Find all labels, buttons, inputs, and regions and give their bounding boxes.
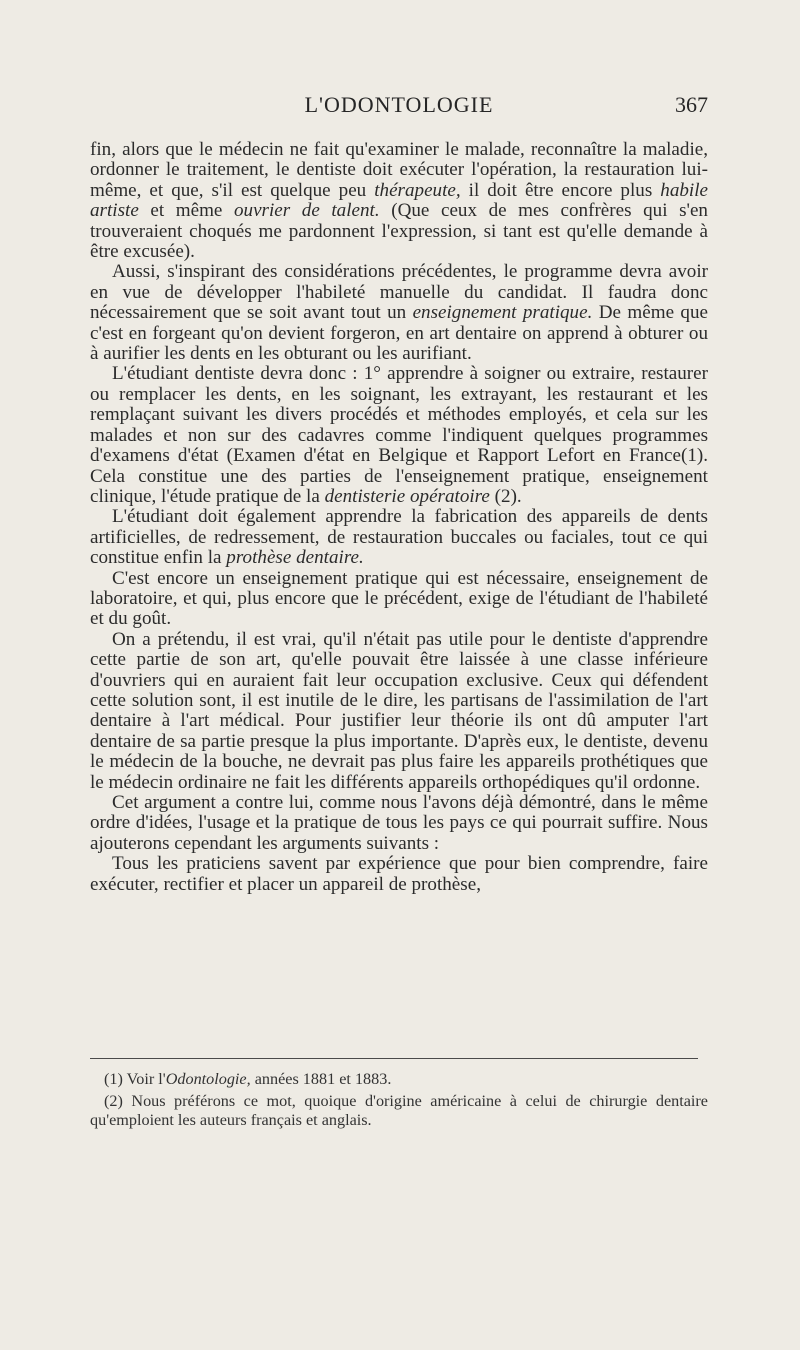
text-run: il doit être encore plus bbox=[460, 179, 661, 201]
footnote-1 bbox=[90, 1070, 708, 1089]
italic-run: prothèse dentaire. bbox=[226, 547, 364, 569]
footnotes bbox=[90, 1070, 708, 1133]
text-run: Aussi, s'inspirant des considérations précédentes, le programme devra avoir en vue de développer l'habileté manuelle du candidat. Il faudra donc nécessairement que se soit avant tout un bbox=[90, 261, 708, 324]
paragraph-6: On a prétendu, il est vrai, qu'il n'était pas utile pour le dentiste d'apprendre cette partie de son art, qu'elle pouvait être laissée à une classe inférieure d'ouvriers qui en auraient fait leur occupation exclusive. Ceux qui défendent cette solution sont, il est inutile de le dire, les partisans de l'assimilation de l'art dentaire à l'art médical. Pour justifier leur théorie ils ont dû amputer l'art dentaire de sa partie presque la plus importante. D'après eux, le dentiste, devenu le médecin de la bouche, ne devrait pas plus faire les appareils prothétiques que le médecin ordinaire ne fait les différents appareils orthopédiques qu'il ordonne. bbox=[90, 628, 708, 793]
text-run: et même bbox=[138, 200, 234, 222]
page-header bbox=[90, 92, 708, 124]
paragraph-5: C'est encore un enseignement pratique qui est nécessaire, enseignement de laboratoire, et qui, plus encore que le précédent, exige de l'étudiant de l'habileté et du goût. bbox=[90, 567, 708, 630]
text-run: De même que c'est en forgeant qu'on devient forgeron, en art dentaire on apprend à obturer ou à aurifier les dents en les obturant ou les aurifiant. bbox=[90, 302, 708, 365]
italic-run: thérapeute, bbox=[374, 179, 461, 201]
text-run: L'étudiant doit également apprendre la fabrication des appareils de dents artificielles, de redressement, de restauration buccales ou faciales, tout ce qui constitue enfin la bbox=[90, 506, 708, 569]
paragraph-3 bbox=[90, 364, 708, 507]
footnote-divider bbox=[90, 1058, 698, 1059]
running-title: L'ODONTOLOGIE bbox=[304, 92, 494, 117]
paragraph-1 bbox=[90, 140, 708, 262]
text-run: L'étudiant dentiste devra donc : 1° apprendre à soigner ou extraire, restaurer ou remplacer les dents, en les soignant, les extrayant, les restaurant et les remplaçant suivant les divers procédés et méthodes employés, et cela sur les malades et non sur des cadavres comme l'indiquent quelques programmes d'examens d'état (Examen d'état en Belgique et Rapport Lefort en France(1). Cela constitue une des parties de l'enseignement pratique, enseignement clinique, l'étude pratique de la bbox=[90, 363, 708, 507]
italic-run: dentisterie opératoire bbox=[324, 485, 490, 507]
text-run: fin, alors que le médecin ne fait qu'examiner le malade, reconnaître la maladie, ordonner le traitement, le dentiste doit exécuter l'opération, la restauration lui-même, et que, s'il est quelque peu bbox=[90, 139, 708, 201]
paragraph-2 bbox=[90, 262, 708, 364]
body-text bbox=[90, 140, 708, 895]
italic-run: enseignement pratique. bbox=[412, 302, 593, 324]
text-run: (1) Voir l' bbox=[104, 1070, 166, 1088]
italic-run: ouvrier de talent. bbox=[233, 200, 380, 222]
page-number: 367 bbox=[675, 92, 708, 117]
text-run: (Que ceux de mes confrères qui s'en trouveraient choqués me pardonnent l'expression, si tant est qu'elle demande à être excusée). bbox=[90, 200, 708, 263]
footnote-2: (2) Nous préférons ce mot, quoique d'origine américaine à celui de chirurgie dentaire qu'emploient les auteurs français et anglais. bbox=[90, 1092, 708, 1129]
text-run: (2). bbox=[489, 485, 522, 507]
italic-run: habile artiste bbox=[90, 179, 708, 222]
paragraph-4 bbox=[90, 507, 708, 568]
text-run: années 1881 et 1883. bbox=[250, 1070, 392, 1088]
paragraph-7: Cet argument a contre lui, comme nous l'avons déjà démontré, dans le même ordre d'idées, l'usage et la pratique de tous les pays ce qui pourrait suffire. Nous ajouterons cependant les arguments suivants : bbox=[90, 792, 708, 854]
paragraph-8: Tous les praticiens savent par expérience que pour bien comprendre, faire exécuter, rectifier et placer un appareil de prothèse, bbox=[90, 853, 708, 895]
italic-run: Odontologie, bbox=[165, 1070, 251, 1088]
